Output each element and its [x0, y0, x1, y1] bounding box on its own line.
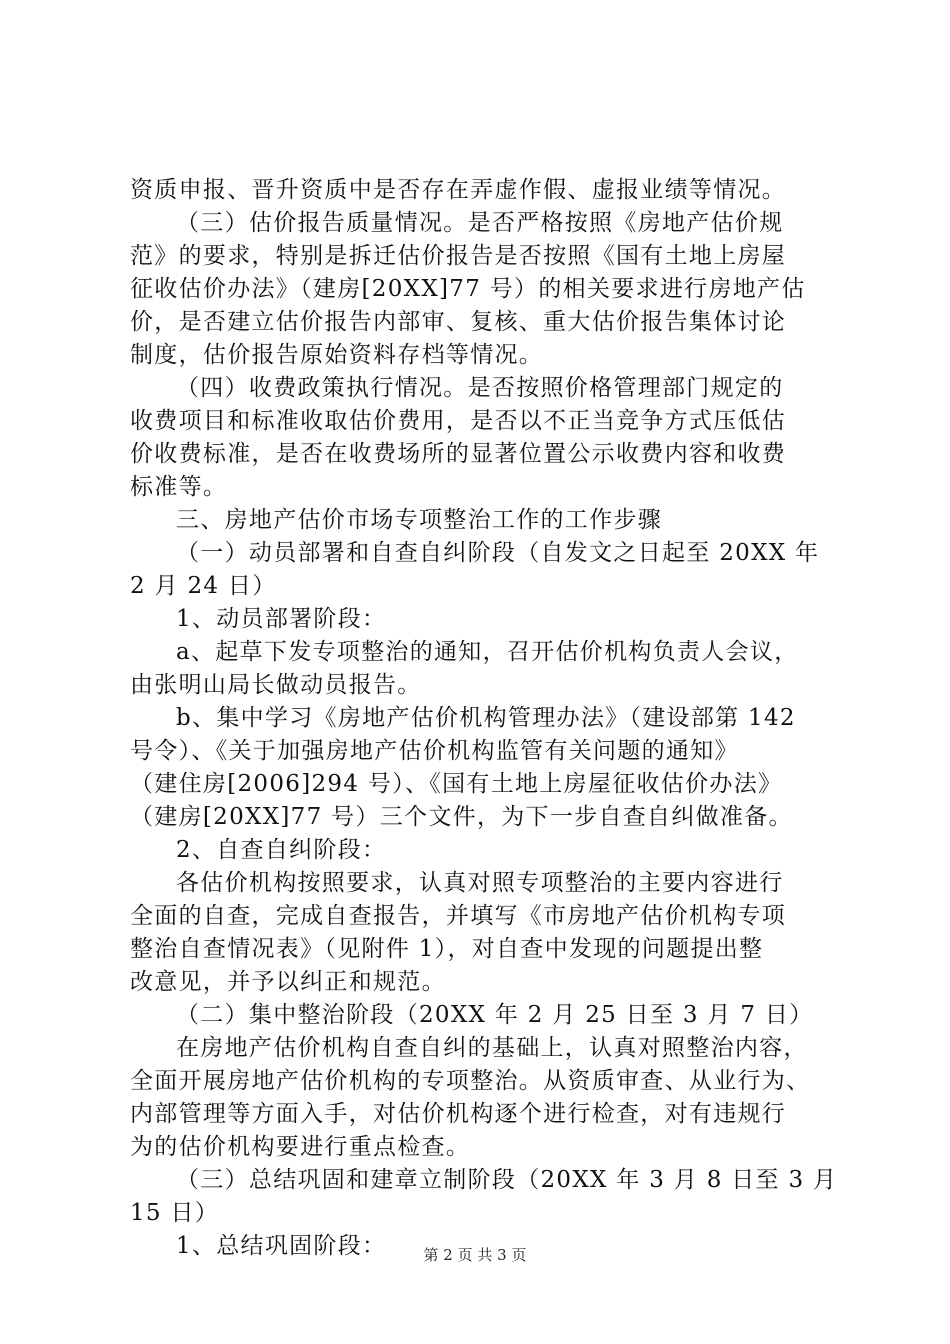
section-heading: 三、房地产估价市场专项整治工作的工作步骤: [176, 507, 662, 533]
body-line: 1、动员部署阶段：: [176, 606, 387, 632]
body-line: （建住房[2006]294 号）、《国有土地上房屋征收估价办法》: [130, 771, 783, 797]
body-line: 征收估价办法》（建房[20XX]77 号）的相关要求进行房地产估: [130, 276, 806, 302]
body-line: 2 月 24 日）: [130, 573, 277, 599]
body-line: 1、总结巩固阶段：: [176, 1233, 387, 1259]
body-line: 标准等。: [130, 474, 228, 500]
body-line: 2、自查自纠阶段：: [176, 837, 387, 863]
body-line: 全面开展房地产估价机构的专项整治。从资质审查、从业行为、: [130, 1068, 811, 1094]
body-line: 各估价机构按照要求，认真对照专项整治的主要内容进行: [176, 870, 784, 896]
body-line: 范》的要求，特别是拆迁估价报告是否按照《国有土地上房屋: [130, 243, 787, 269]
body-line: （二）集中整治阶段（20XX 年 2 月 25 日至 3 月 7 日）: [176, 1002, 814, 1028]
body-line: 内部管理等方面入手，对估价机构逐个进行检查，对有违规行: [130, 1101, 787, 1127]
body-line: a、起草下发专项整治的通知，召开估价机构负责人会议，: [176, 639, 799, 665]
body-line: （一）动员部署和自查自纠阶段（自发文之日起至 20XX 年: [176, 540, 820, 566]
body-line: 15 日）: [130, 1200, 220, 1226]
body-line: b、集中学习《房地产估价机构管理办法》（建设部第 142: [176, 705, 796, 731]
body-line: 在房地产估价机构自查自纠的基础上，认真对照整治内容，: [176, 1035, 808, 1061]
body-line: 整治自查情况表》（见附件 1），对自查中发现的问题提出整: [130, 936, 764, 962]
body-line: （三）总结巩固和建章立制阶段（20XX 年 3 月 8 日至 3 月: [176, 1167, 838, 1193]
body-line: 改意见，并予以纠正和规范。: [130, 969, 446, 995]
body-line: 价，是否建立估价报告内部审、复核、重大估价报告集体讨论: [130, 309, 787, 335]
body-line: 制度，估价报告原始资料存档等情况。: [130, 342, 544, 368]
body-line: 全面的自查，完成自查报告，并填写《市房地产估价机构专项: [130, 903, 787, 929]
body-line: 收费项目和标准收取估价费用，是否以不正当竞争方式压低估: [130, 408, 787, 434]
body-line: 号令）、《关于加强房地产估价机构监管有关问题的通知》: [130, 738, 739, 764]
body-line: 由张明山局长做动员报告。: [130, 672, 422, 698]
body-line: 为的估价机构要进行重点检查。: [130, 1134, 471, 1160]
body-line: （三）估价报告质量情况。是否严格按照《房地产估价规: [176, 210, 784, 236]
body-line: （建房[20XX]77 号）三个文件，为下一步自查自纠做准备。: [130, 804, 793, 830]
page-number-footer: 第 2 页 共 3 页: [423, 1246, 527, 1264]
body-line: 资质申报、晋升资质中是否存在弄虚作假、虚报业绩等情况。: [130, 177, 787, 203]
body-line: （四）收费政策执行情况。是否按照价格管理部门规定的: [176, 375, 784, 401]
body-line: 价收费标准，是否在收费场所的显著位置公示收费内容和收费: [130, 441, 787, 467]
